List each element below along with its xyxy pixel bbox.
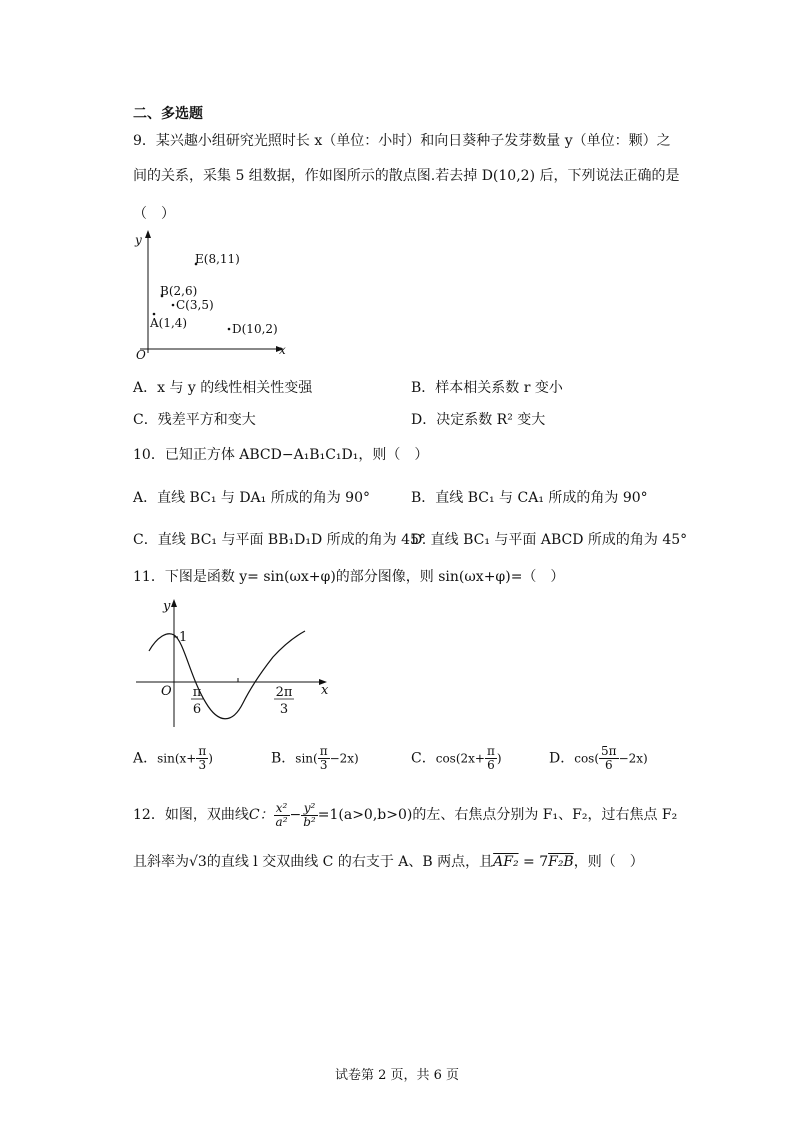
q11-option-a-frac (196, 745, 208, 772)
q11-option-c-frac (485, 745, 497, 772)
q10-stem: 10．已知正方体 ABCD−A₁B₁C₁D₁，则（ ） (133, 447, 429, 463)
q12-intro: 12．如图，双曲线 (133, 807, 249, 823)
q11-option-d-num: 5π (601, 744, 617, 758)
section-heading: 二、多选题 (133, 106, 203, 122)
q12-curve-name: C： (248, 807, 274, 823)
q11-option-b-den: 3 (319, 758, 328, 772)
q11-option-a-den: 3 (198, 758, 207, 772)
q11-option-c-den: 6 (487, 758, 495, 772)
q12-line1 (133, 798, 677, 832)
q9-option-d: D．决定系数 R² 变大 (411, 412, 546, 428)
q12-equation: =1(a>0,b>0) (317, 807, 413, 823)
q11-option-b-func: sin( (295, 751, 318, 766)
q12-x2: x² (274, 802, 290, 816)
q10-option-a: A．直线 BC₁ 与 DA₁ 所成的角为 90° (133, 490, 370, 506)
q11-stem: 11．下图是函数 y= sin(ωx+φ)的部分图像，则 sin(ωx+φ)=（ ） (133, 569, 565, 585)
q11-option-a-num: π (198, 744, 207, 758)
q11-option-c-func: cos(2x+ (435, 751, 485, 766)
q12-foci-text: 的左、右焦点分别为 F₁、F₂，过右焦点 F₂ (412, 807, 678, 823)
q9-point-c-label: C(3,5) (176, 298, 214, 312)
q9-point-d (228, 328, 231, 331)
q9-point-a (153, 313, 156, 316)
q9-stem-line1: 某兴趣小组研究光照时长 x（单位：小时）和向日葵种子发芽数量 y（单位：颗）之 (155, 133, 671, 149)
q9-y-arrow-icon (145, 230, 151, 238)
q11-y-label: y (163, 599, 171, 614)
q12-frac-y (301, 802, 318, 829)
q10-option-c: C．直线 BC₁ 与平面 BB₁D₁D 所成的角为 45° (133, 532, 426, 548)
q11-option-a-close: ) (208, 751, 213, 766)
q12-sqrt3: √3 (189, 854, 207, 870)
q11-tick1-den: 6 (192, 702, 202, 717)
q9-bracket: （ ） (133, 206, 175, 222)
q11-option-d (549, 745, 648, 772)
q11-option-c-close: ) (496, 751, 502, 766)
q9-point-b-label: B(2,6) (160, 284, 198, 298)
q11-option-c-letter: C． (411, 750, 436, 767)
q11-x-label: x (321, 683, 329, 698)
q9-point-e-label: E(8,11) (195, 252, 240, 266)
q11-option-b-num: π (319, 744, 328, 758)
q11-option-a (133, 745, 213, 772)
q9-x-label: x (279, 343, 286, 357)
q11-option-d-func: cos( (574, 751, 600, 766)
q12-vector-af2: AF₂ (493, 854, 519, 870)
q10-option-d: D. 直线 BC₁ 与平面 ABCD 所成的角为 45° (411, 532, 688, 548)
q9-origin-label: O (136, 348, 146, 360)
q11-option-d-den: 6 (604, 758, 613, 772)
q11-y-arrow-icon (171, 599, 177, 607)
q11-option-b (271, 745, 359, 772)
q12-equals-7: = 7 (518, 854, 549, 870)
q11-option-d-letter: D． (549, 750, 575, 767)
page-footer: 试卷第 2 页，共 6 页 (334, 1068, 460, 1083)
q10-option-b: B．直线 BC₁ 与 CA₁ 所成的角为 90° (411, 490, 648, 506)
q9-option-c: C．残差平方和变大 (133, 412, 256, 428)
q11-option-c-num: π (486, 744, 495, 758)
q9-line1 (133, 131, 671, 151)
q9-point-a-label: A(1,4) (150, 316, 188, 330)
q12-end-text: ，则（ ） (573, 854, 644, 870)
q9-stem-line2: 间的关系，采集 5 组数据，作如图所示的散点图.若去掉 D(10,2) 后，下列说法正确的是 (133, 168, 680, 184)
q11-option-b-frac (318, 745, 330, 772)
q12-minus: − (289, 807, 302, 823)
q11-one-label: 1 (179, 630, 188, 645)
q12-slope-text: 且斜率为 (133, 854, 189, 870)
q12-a2: a² (275, 814, 288, 829)
q9-point-d-label: D(10,2) (232, 322, 278, 336)
q12-b2: b² (303, 814, 316, 829)
q12-vector-f2b: F₂B (548, 854, 574, 870)
q11-option-b-letter: B． (271, 750, 296, 767)
q11-function-graph (130, 593, 340, 731)
q11-option-d-frac (599, 745, 619, 772)
q11-option-a-func: sin(x+ (157, 751, 197, 766)
q9-option-b: B．样本相关系数 r 变小 (411, 380, 563, 396)
q11-tick2-num: 2π (275, 685, 293, 700)
q9-y-label: y (135, 233, 142, 247)
q12-line2 (133, 852, 644, 872)
q11-option-a-letter: A． (133, 750, 158, 767)
q11-origin-label: O (161, 684, 172, 699)
q11-option-b-close: −2x) (329, 751, 359, 766)
q11-tick2-den: 3 (279, 702, 289, 717)
q12-frac-x (274, 802, 290, 829)
q11-option-d-close: −2x) (618, 751, 648, 766)
q12-y2: y² (301, 802, 318, 816)
q11-tick1-num: π (192, 685, 202, 700)
q9-option-a: A．x 与 y 的线性相关性变强 (133, 380, 313, 396)
q9-scatter-plot (128, 228, 298, 360)
q11-option-c (411, 745, 502, 772)
q9-point-c (172, 304, 175, 307)
q9-number: 9． (133, 133, 156, 149)
q12-line-text: 的直线 l 交双曲线 C 的右支于 A、B 两点，且 (206, 854, 494, 870)
